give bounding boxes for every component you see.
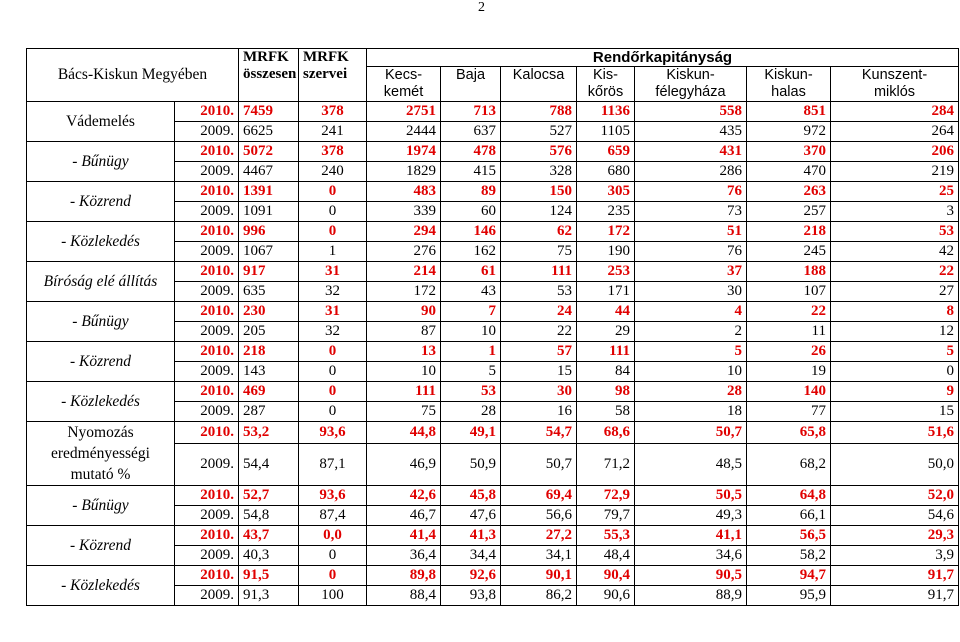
value-cell: 1136 xyxy=(577,102,635,122)
city-header-6: Kunszent- miklós xyxy=(831,67,959,102)
value-cell: 4 xyxy=(635,302,747,322)
value-cell: 294 xyxy=(367,222,441,242)
value-cell: 305 xyxy=(577,182,635,202)
table-row xyxy=(27,102,959,122)
value-cell: 287 xyxy=(239,402,299,422)
value-cell: 75 xyxy=(501,242,577,262)
table-row xyxy=(27,382,959,402)
value-cell: 111 xyxy=(577,342,635,362)
row-label: - Közlekedés xyxy=(27,222,175,262)
value-cell: 90,6 xyxy=(577,586,635,606)
value-cell: 89,8 xyxy=(367,566,441,586)
value-cell: 57 xyxy=(501,342,577,362)
value-cell: 90,5 xyxy=(635,566,747,586)
value-cell: 0 xyxy=(831,362,959,382)
value-cell: 29 xyxy=(577,322,635,342)
value-cell: 22 xyxy=(501,322,577,342)
value-cell: 1091 xyxy=(239,202,299,222)
value-cell: 46,7 xyxy=(367,506,441,526)
value-cell: 1 xyxy=(299,242,367,262)
value-cell: 637 xyxy=(441,122,501,142)
value-cell: 1 xyxy=(441,342,501,362)
year-cell: 2009. xyxy=(175,506,239,526)
value-cell: 88,9 xyxy=(635,586,747,606)
value-cell: 32 xyxy=(299,282,367,302)
year-cell: 2010. xyxy=(175,302,239,322)
value-cell: 241 xyxy=(299,122,367,142)
city-header-2: Kalocsa xyxy=(501,67,577,102)
value-cell: 5072 xyxy=(239,142,299,162)
value-cell: 64,8 xyxy=(747,486,831,506)
value-cell: 37 xyxy=(635,262,747,282)
value-cell: 2751 xyxy=(367,102,441,122)
value-cell: 90,4 xyxy=(577,566,635,586)
value-cell: 124 xyxy=(501,202,577,222)
row-label: - Bűnügy xyxy=(27,486,175,526)
value-cell: 230 xyxy=(239,302,299,322)
value-cell: 89 xyxy=(441,182,501,202)
value-cell: 73 xyxy=(635,202,747,222)
value-cell: 339 xyxy=(367,202,441,222)
year-cell: 2009. xyxy=(175,122,239,142)
value-cell: 5 xyxy=(441,362,501,382)
value-cell: 4467 xyxy=(239,162,299,182)
value-cell: 44,8 xyxy=(367,422,441,444)
value-cell: 45,8 xyxy=(441,486,501,506)
value-cell: 50,0 xyxy=(831,443,959,485)
value-cell: 140 xyxy=(747,382,831,402)
value-cell: 111 xyxy=(367,382,441,402)
value-cell: 659 xyxy=(577,142,635,162)
value-cell: 328 xyxy=(501,162,577,182)
row-label: Nyomozás eredményességi mutató % xyxy=(27,422,175,486)
year-cell: 2010. xyxy=(175,262,239,282)
value-cell: 0 xyxy=(299,202,367,222)
value-cell: 76 xyxy=(635,242,747,262)
city-header-0: Kecs- kemét xyxy=(367,67,441,102)
value-cell: 2 xyxy=(635,322,747,342)
value-cell: 32 xyxy=(299,322,367,342)
value-cell: 680 xyxy=(577,162,635,182)
table-row xyxy=(27,142,959,162)
table-row xyxy=(27,526,959,546)
value-cell: 61 xyxy=(441,262,501,282)
value-cell: 10 xyxy=(367,362,441,382)
value-cell: 378 xyxy=(299,102,367,122)
value-cell: 87,4 xyxy=(299,506,367,526)
mrfk-units-header: MRFK szervei xyxy=(299,49,367,102)
row-label: - Közrend xyxy=(27,342,175,382)
value-cell: 18 xyxy=(635,402,747,422)
value-cell: 0 xyxy=(299,402,367,422)
value-cell: 253 xyxy=(577,262,635,282)
value-cell: 5 xyxy=(831,342,959,362)
table-row xyxy=(27,302,959,322)
table-row xyxy=(27,566,959,586)
year-cell: 2010. xyxy=(175,566,239,586)
value-cell: 93,6 xyxy=(299,486,367,506)
page-number: 2 xyxy=(478,0,485,15)
value-cell: 44 xyxy=(577,302,635,322)
value-cell: 13 xyxy=(367,342,441,362)
value-cell: 43 xyxy=(441,282,501,302)
year-cell: 2010. xyxy=(175,142,239,162)
value-cell: 0 xyxy=(299,546,367,566)
value-cell: 3,9 xyxy=(831,546,959,566)
value-cell: 48,5 xyxy=(635,443,747,485)
year-cell: 2009. xyxy=(175,402,239,422)
value-cell: 28 xyxy=(441,402,501,422)
value-cell: 54,4 xyxy=(239,443,299,485)
value-cell: 90,1 xyxy=(501,566,577,586)
value-cell: 1391 xyxy=(239,182,299,202)
year-cell: 2009. xyxy=(175,322,239,342)
value-cell: 576 xyxy=(501,142,577,162)
table-row xyxy=(27,486,959,506)
value-cell: 50,7 xyxy=(635,422,747,444)
value-cell: 162 xyxy=(441,242,501,262)
value-cell: 286 xyxy=(635,162,747,182)
value-cell: 190 xyxy=(577,242,635,262)
value-cell: 60 xyxy=(441,202,501,222)
value-cell: 478 xyxy=(441,142,501,162)
value-cell: 100 xyxy=(299,586,367,606)
value-cell: 93,6 xyxy=(299,422,367,444)
value-cell: 42 xyxy=(831,242,959,262)
value-cell: 0 xyxy=(299,342,367,362)
value-cell: 284 xyxy=(831,102,959,122)
year-cell: 2009. xyxy=(175,586,239,606)
value-cell: 12 xyxy=(831,322,959,342)
value-cell: 206 xyxy=(831,142,959,162)
year-cell: 2009. xyxy=(175,242,239,262)
value-cell: 635 xyxy=(239,282,299,302)
value-cell: 49,3 xyxy=(635,506,747,526)
year-cell: 2010. xyxy=(175,526,239,546)
value-cell: 84 xyxy=(577,362,635,382)
value-cell: 378 xyxy=(299,142,367,162)
value-cell: 66,1 xyxy=(747,506,831,526)
value-cell: 68,2 xyxy=(747,443,831,485)
value-cell: 5 xyxy=(635,342,747,362)
row-label: - Bűnügy xyxy=(27,302,175,342)
value-cell: 52,7 xyxy=(239,486,299,506)
value-cell: 42,6 xyxy=(367,486,441,506)
value-cell: 558 xyxy=(635,102,747,122)
value-cell: 240 xyxy=(299,162,367,182)
value-cell: 851 xyxy=(747,102,831,122)
value-cell: 88,4 xyxy=(367,586,441,606)
statistics-table xyxy=(26,48,959,606)
value-cell: 214 xyxy=(367,262,441,282)
value-cell: 31 xyxy=(299,262,367,282)
value-cell: 56,5 xyxy=(747,526,831,546)
value-cell: 219 xyxy=(831,162,959,182)
mrfk-total-header: MRFK összesen xyxy=(239,49,299,102)
value-cell: 55,3 xyxy=(577,526,635,546)
value-cell: 48,4 xyxy=(577,546,635,566)
row-label: - Közlekedés xyxy=(27,566,175,606)
row-label: - Közlekedés xyxy=(27,382,175,422)
value-cell: 10 xyxy=(635,362,747,382)
table-row xyxy=(27,262,959,282)
value-cell: 49,1 xyxy=(441,422,501,444)
value-cell: 143 xyxy=(239,362,299,382)
value-cell: 53 xyxy=(831,222,959,242)
year-cell: 2010. xyxy=(175,486,239,506)
value-cell: 76 xyxy=(635,182,747,202)
value-cell: 9 xyxy=(831,382,959,402)
value-cell: 263 xyxy=(747,182,831,202)
value-cell: 107 xyxy=(747,282,831,302)
value-cell: 218 xyxy=(747,222,831,242)
table-row xyxy=(27,422,959,444)
value-cell: 91,5 xyxy=(239,566,299,586)
value-cell: 72,9 xyxy=(577,486,635,506)
value-cell: 171 xyxy=(577,282,635,302)
value-cell: 257 xyxy=(747,202,831,222)
region-header: Bács-Kiskun Megyében xyxy=(27,49,239,102)
city-header-5: Kiskun- halas xyxy=(747,67,831,102)
row-label: - Közrend xyxy=(27,526,175,566)
year-cell: 2009. xyxy=(175,202,239,222)
value-cell: 205 xyxy=(239,322,299,342)
value-cell: 34,4 xyxy=(441,546,501,566)
value-cell: 415 xyxy=(441,162,501,182)
value-cell: 27,2 xyxy=(501,526,577,546)
year-cell: 2009. xyxy=(175,162,239,182)
year-cell: 2010. xyxy=(175,222,239,242)
value-cell: 50,9 xyxy=(441,443,501,485)
value-cell: 11 xyxy=(747,322,831,342)
value-cell: 431 xyxy=(635,142,747,162)
city-header-4: Kiskun- félegyháza xyxy=(635,67,747,102)
value-cell: 1067 xyxy=(239,242,299,262)
value-cell: 10 xyxy=(441,322,501,342)
rk-header: Rendőrkapitányság xyxy=(367,49,959,67)
value-cell: 150 xyxy=(501,182,577,202)
value-cell: 62 xyxy=(501,222,577,242)
value-cell: 188 xyxy=(747,262,831,282)
value-cell: 1974 xyxy=(367,142,441,162)
value-cell: 6625 xyxy=(239,122,299,142)
value-cell: 75 xyxy=(367,402,441,422)
value-cell: 31 xyxy=(299,302,367,322)
value-cell: 54,8 xyxy=(239,506,299,526)
table-row xyxy=(27,342,959,362)
value-cell: 58,2 xyxy=(747,546,831,566)
year-cell: 2009. xyxy=(175,282,239,302)
value-cell: 77 xyxy=(747,402,831,422)
value-cell: 95,9 xyxy=(747,586,831,606)
value-cell: 22 xyxy=(747,302,831,322)
value-cell: 235 xyxy=(577,202,635,222)
value-cell: 50,7 xyxy=(501,443,577,485)
value-cell: 50,5 xyxy=(635,486,747,506)
value-cell: 19 xyxy=(747,362,831,382)
value-cell: 29,3 xyxy=(831,526,959,546)
value-cell: 36,4 xyxy=(367,546,441,566)
value-cell: 56,6 xyxy=(501,506,577,526)
value-cell: 972 xyxy=(747,122,831,142)
year-cell: 2010. xyxy=(175,102,239,122)
value-cell: 26 xyxy=(747,342,831,362)
value-cell: 15 xyxy=(501,362,577,382)
value-cell: 483 xyxy=(367,182,441,202)
value-cell: 2444 xyxy=(367,122,441,142)
value-cell: 71,2 xyxy=(577,443,635,485)
value-cell: 53 xyxy=(441,382,501,402)
value-cell: 7459 xyxy=(239,102,299,122)
value-cell: 69,4 xyxy=(501,486,577,506)
value-cell: 90 xyxy=(367,302,441,322)
value-cell: 92,6 xyxy=(441,566,501,586)
value-cell: 0 xyxy=(299,566,367,586)
value-cell: 788 xyxy=(501,102,577,122)
value-cell: 218 xyxy=(239,342,299,362)
value-cell: 86,2 xyxy=(501,586,577,606)
value-cell: 15 xyxy=(831,402,959,422)
table-row xyxy=(27,222,959,242)
value-cell: 172 xyxy=(367,282,441,302)
value-cell: 51 xyxy=(635,222,747,242)
value-cell: 0 xyxy=(299,382,367,402)
value-cell: 25 xyxy=(831,182,959,202)
year-cell: 2009. xyxy=(175,546,239,566)
value-cell: 47,6 xyxy=(441,506,501,526)
value-cell: 91,7 xyxy=(831,566,959,586)
value-cell: 40,3 xyxy=(239,546,299,566)
value-cell: 1105 xyxy=(577,122,635,142)
value-cell: 435 xyxy=(635,122,747,142)
value-cell: 98 xyxy=(577,382,635,402)
value-cell: 94,7 xyxy=(747,566,831,586)
value-cell: 53 xyxy=(501,282,577,302)
value-cell: 0 xyxy=(299,362,367,382)
value-cell: 91,3 xyxy=(239,586,299,606)
value-cell: 41,4 xyxy=(367,526,441,546)
row-label: - Közrend xyxy=(27,182,175,222)
year-cell: 2009. xyxy=(175,443,239,485)
value-cell: 46,9 xyxy=(367,443,441,485)
value-cell: 264 xyxy=(831,122,959,142)
value-cell: 172 xyxy=(577,222,635,242)
value-cell: 54,7 xyxy=(501,422,577,444)
value-cell: 245 xyxy=(747,242,831,262)
value-cell: 30 xyxy=(635,282,747,302)
value-cell: 146 xyxy=(441,222,501,242)
year-cell: 2010. xyxy=(175,342,239,362)
value-cell: 41,1 xyxy=(635,526,747,546)
value-cell: 276 xyxy=(367,242,441,262)
value-cell: 3 xyxy=(831,202,959,222)
value-cell: 470 xyxy=(747,162,831,182)
value-cell: 370 xyxy=(747,142,831,162)
value-cell: 7 xyxy=(441,302,501,322)
value-cell: 0 xyxy=(299,182,367,202)
city-header-3: Kis- kőrös xyxy=(577,67,635,102)
value-cell: 41,3 xyxy=(441,526,501,546)
value-cell: 917 xyxy=(239,262,299,282)
value-cell: 87,1 xyxy=(299,443,367,485)
value-cell: 0 xyxy=(299,222,367,242)
value-cell: 1829 xyxy=(367,162,441,182)
year-cell: 2010. xyxy=(175,422,239,444)
year-cell: 2010. xyxy=(175,382,239,402)
value-cell: 22 xyxy=(831,262,959,282)
year-cell: 2010. xyxy=(175,182,239,202)
value-cell: 52,0 xyxy=(831,486,959,506)
value-cell: 16 xyxy=(501,402,577,422)
row-label: Vádemelés xyxy=(27,102,175,142)
value-cell: 34,1 xyxy=(501,546,577,566)
value-cell: 51,6 xyxy=(831,422,959,444)
year-cell: 2009. xyxy=(175,362,239,382)
value-cell: 93,8 xyxy=(441,586,501,606)
value-cell: 28 xyxy=(635,382,747,402)
row-label: Bíróság elé állítás xyxy=(27,262,175,302)
table-row xyxy=(27,182,959,202)
value-cell: 24 xyxy=(501,302,577,322)
value-cell: 87 xyxy=(367,322,441,342)
row-label: - Bűnügy xyxy=(27,142,175,182)
value-cell: 54,6 xyxy=(831,506,959,526)
value-cell: 996 xyxy=(239,222,299,242)
value-cell: 27 xyxy=(831,282,959,302)
value-cell: 58 xyxy=(577,402,635,422)
value-cell: 43,7 xyxy=(239,526,299,546)
value-cell: 30 xyxy=(501,382,577,402)
value-cell: 0,0 xyxy=(299,526,367,546)
value-cell: 65,8 xyxy=(747,422,831,444)
value-cell: 34,6 xyxy=(635,546,747,566)
city-header-1: Baja xyxy=(441,67,501,102)
value-cell: 53,2 xyxy=(239,422,299,444)
value-cell: 79,7 xyxy=(577,506,635,526)
value-cell: 91,7 xyxy=(831,586,959,606)
value-cell: 713 xyxy=(441,102,501,122)
value-cell: 111 xyxy=(501,262,577,282)
value-cell: 527 xyxy=(501,122,577,142)
value-cell: 8 xyxy=(831,302,959,322)
value-cell: 469 xyxy=(239,382,299,402)
value-cell: 68,6 xyxy=(577,422,635,444)
